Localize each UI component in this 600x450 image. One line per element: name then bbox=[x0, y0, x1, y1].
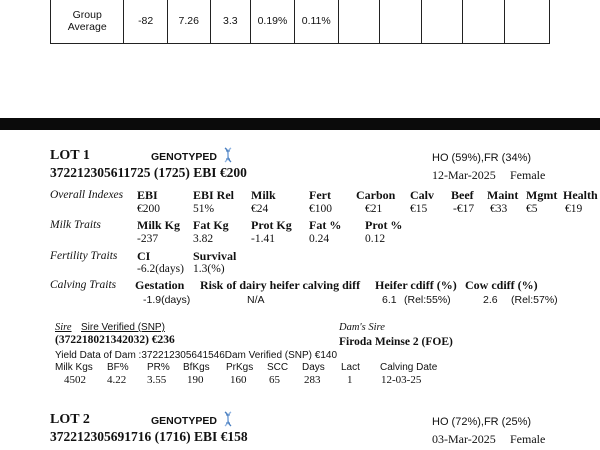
fertility-traits-label: Fertility Traits bbox=[50, 250, 118, 262]
table-cell bbox=[422, 0, 463, 44]
lot1-id-line: 372212305611725 (1725) EBI €200 bbox=[50, 165, 247, 180]
calving-header: Cow cdiff (%) bbox=[465, 278, 538, 292]
heifer-cdiff-rel: (Rel:55%) bbox=[404, 294, 451, 306]
overall-header: Health bbox=[563, 188, 598, 202]
dam-header: Days bbox=[302, 362, 325, 373]
table-cell: 0.11% bbox=[294, 0, 338, 44]
milk-value: 0.24 bbox=[309, 233, 330, 245]
lot2-date: 03-Mar-2025 bbox=[432, 432, 496, 446]
fertility-value: 1.3(%) bbox=[193, 263, 225, 275]
overall-header: Calv bbox=[410, 188, 434, 202]
overall-value: -€17 bbox=[453, 203, 475, 215]
group-average-table bbox=[50, 0, 550, 44]
overall-indexes-label: Overall Indexes bbox=[50, 189, 124, 201]
milk-value: 0.12 bbox=[365, 233, 386, 245]
dam-header: Milk Kgs bbox=[55, 362, 93, 373]
milk-value: 3.82 bbox=[193, 233, 214, 245]
dam-value: 1 bbox=[347, 374, 353, 386]
dam-value: 190 bbox=[187, 374, 204, 386]
table-cell: -82 bbox=[124, 0, 168, 44]
summary-table bbox=[50, 0, 550, 44]
lot1-sex: Female bbox=[510, 168, 546, 182]
calving-header: Risk of dairy heifer calving diff bbox=[200, 278, 361, 292]
dam-value: 65 bbox=[269, 374, 280, 386]
table-row bbox=[51, 0, 550, 44]
calving-header: Gestation bbox=[135, 278, 185, 292]
overall-header: Milk bbox=[251, 188, 276, 202]
table-cell: 0.19% bbox=[251, 0, 295, 44]
section-divider bbox=[0, 118, 600, 130]
sire-label: Sire bbox=[55, 322, 72, 333]
table-cell bbox=[463, 0, 504, 44]
gestation-value: -1.9(days) bbox=[143, 294, 191, 306]
milk-header: Fat % bbox=[309, 218, 342, 232]
overall-value: €100 bbox=[309, 203, 332, 215]
lot2-breed: HO (72%),FR (25%) bbox=[432, 416, 532, 428]
dam-header: BF% bbox=[107, 362, 129, 373]
overall-header: EBI bbox=[137, 188, 158, 202]
overall-value: €24 bbox=[251, 203, 269, 215]
sire-id: (372218021342032) €236 bbox=[55, 334, 175, 346]
overall-header: Mgmt bbox=[526, 188, 558, 202]
calving-traits-label: Calving Traits bbox=[50, 279, 117, 291]
table-cell bbox=[504, 0, 549, 44]
lot2-genotyped-label: GENOTYPED bbox=[151, 415, 217, 427]
overall-header: Carbon bbox=[356, 188, 396, 202]
dam-value: 4.22 bbox=[107, 374, 127, 386]
overall-value: €200 bbox=[137, 203, 160, 215]
overall-value: €19 bbox=[565, 203, 583, 215]
cow-cdiff-rel: (Rel:57%) bbox=[511, 294, 558, 306]
overall-value: 51% bbox=[193, 203, 215, 215]
milk-value: -237 bbox=[137, 233, 159, 245]
fertility-value: -6.2(days) bbox=[137, 263, 184, 275]
milk-traits-label: Milk Traits bbox=[50, 219, 101, 231]
lot2-id-line: 372212305691716 (1716) EBI €158 bbox=[50, 429, 248, 444]
dams-sire-name: Firoda Meinse 2 (FOE) bbox=[339, 336, 453, 348]
table-cell bbox=[379, 0, 421, 44]
overall-value: €15 bbox=[410, 203, 428, 215]
dam-header: SCC bbox=[267, 362, 289, 373]
dam-value: 3.55 bbox=[147, 374, 167, 386]
lot2-sex: Female bbox=[510, 432, 546, 446]
dna-icon bbox=[222, 411, 234, 427]
lot1-breed: HO (59%),FR (34%) bbox=[432, 152, 532, 164]
dam-value: 160 bbox=[230, 374, 247, 386]
dam-header: PrKgs bbox=[226, 362, 254, 373]
lot1-date: 12-Mar-2025 bbox=[432, 168, 496, 182]
dam-header: BfKgs bbox=[183, 362, 210, 373]
overall-header: Fert bbox=[309, 188, 331, 202]
risk-value: N/A bbox=[247, 294, 265, 306]
milk-header: Prot % bbox=[365, 218, 403, 232]
calving-header: Heifer cdiff (%) bbox=[375, 278, 457, 292]
dam-header: Calving Date bbox=[380, 362, 438, 373]
cow-cdiff-value: 2.6 bbox=[483, 294, 498, 306]
milk-header: Fat Kg bbox=[193, 218, 229, 232]
overall-header: EBI Rel bbox=[193, 188, 235, 202]
dam-header: Lact bbox=[341, 362, 360, 373]
lot2-title: LOT 2 bbox=[50, 412, 90, 427]
overall-value: €21 bbox=[365, 203, 383, 215]
dam-value: 12-03-25 bbox=[381, 374, 422, 386]
sire-verified: Sire Verified (SNP) bbox=[81, 322, 165, 333]
overall-value: €33 bbox=[490, 203, 508, 215]
fertility-header: Survival bbox=[193, 249, 237, 263]
milk-header: Prot Kg bbox=[251, 218, 292, 232]
lot1-genotyped-label: GENOTYPED bbox=[151, 151, 217, 163]
fertility-header: CI bbox=[137, 249, 151, 263]
dna-icon bbox=[222, 147, 234, 163]
heifer-cdiff-value: 6.1 bbox=[382, 294, 397, 306]
dam-yield-line: Yield Data of Dam :372212305641546Dam Verified (SNP) €140 bbox=[55, 350, 338, 361]
dam-value: 4502 bbox=[64, 374, 86, 386]
overall-header: Maint bbox=[487, 188, 519, 202]
dam-header: PR% bbox=[147, 362, 170, 373]
dam-value: 283 bbox=[304, 374, 321, 386]
overall-value: €5 bbox=[526, 203, 538, 215]
overall-header: Beef bbox=[451, 188, 474, 202]
table-cell bbox=[338, 0, 379, 44]
milk-header: Milk Kg bbox=[137, 218, 181, 232]
milk-value: -1.41 bbox=[251, 233, 275, 245]
table-cell: 7.26 bbox=[167, 0, 210, 44]
group-average-label: Group Average bbox=[51, 0, 124, 44]
table-cell: 3.3 bbox=[210, 0, 251, 44]
dams-sire-label: Dam's Sire bbox=[339, 322, 385, 333]
lot1-title: LOT 1 bbox=[50, 148, 90, 163]
